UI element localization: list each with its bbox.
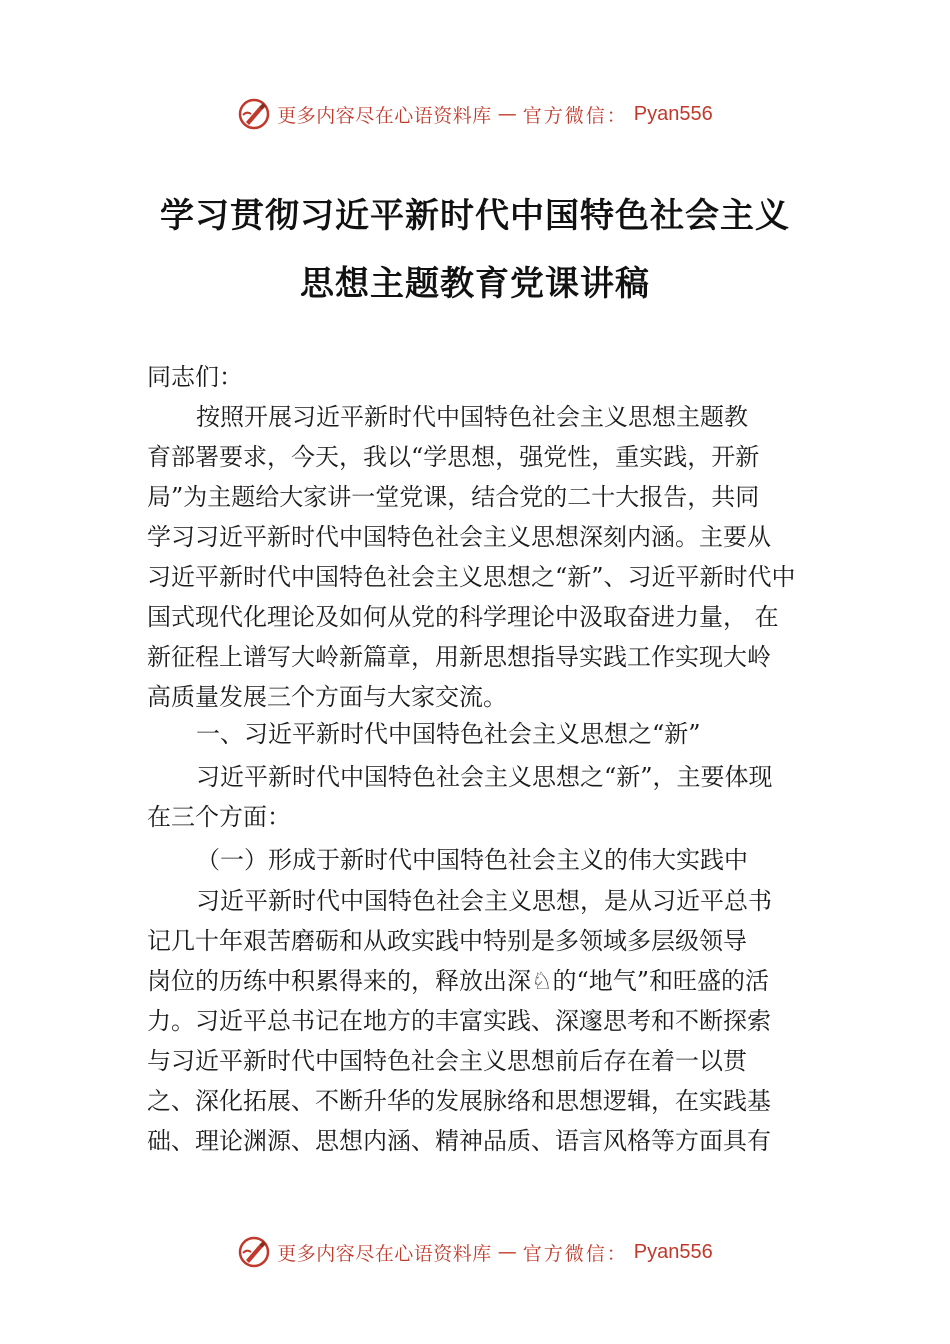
banner-brand: 更多内容尽在心语资料库 (277, 104, 492, 127)
banner-account: Pyan556 (633, 102, 713, 125)
section-heading-text: 一、习近平新时代中国特色社会主义思想之“新” (196, 720, 701, 748)
document-title-line1: 学习贯彻习近平新时代中国特色社会主义 (160, 196, 790, 236)
text-line: 记几十年艰苦磨砺和从政实践中特别是多领域多层级领导 (147, 927, 747, 955)
section1-paragraph (147, 757, 815, 837)
subsection1-heading (147, 840, 815, 880)
banner-wechat-label: 官方微信： (522, 1242, 628, 1265)
banner-wechat-label: 官方微信： (522, 104, 628, 127)
pen-logo-icon (237, 97, 271, 131)
salutation (147, 357, 815, 397)
text-line: 础、理论渊源、思想内涵、精神品质、语言风格等方面具有 (147, 1127, 771, 1155)
text-line: 习近平新时代中国特色社会主义思想，是从习近平总书 (196, 887, 772, 915)
banner-brand: 更多内容尽在心语资料库 (277, 1242, 492, 1265)
text-line: 在三个方面： (147, 803, 291, 831)
text-line: 局”为主题给大家讲一堂党课，结合党的二十大报告，共同 (147, 483, 760, 511)
document-title-line2: 思想主题教育党课讲稿 (300, 264, 650, 304)
pen-logo-icon (237, 1235, 271, 1269)
salutation-text: 同志们： (147, 363, 243, 391)
banner-separator: — (497, 1241, 517, 1263)
text-line: 之、深化拓展、不断升华的发展脉络和思想逻辑，在实践基 (147, 1087, 771, 1115)
banner-separator: — (497, 103, 517, 125)
intro-paragraph (147, 397, 815, 717)
footer-banner (0, 1232, 950, 1272)
text-line: 习近平新时代中国特色社会主义思想之“新”，主要体现 (196, 763, 773, 791)
text-line: 习近平新时代中国特色社会主义思想之“新”、习近平新时代中 (147, 563, 796, 591)
subsection1-paragraph (147, 881, 815, 1161)
text-line: 新征程上谱写大岭新篇章，用新思想指导实践工作实现大岭 (147, 643, 771, 671)
text-line: 育部署要求，今天，我以“学思想，强党性，重实践，开新 (147, 443, 760, 471)
text-line: 国式现代化理论及如何从党的科学理论中汲取奋进力量， 在 (147, 603, 779, 631)
text-line: 力。习近平总书记在地方的丰富实践、深邃思考和不断探索 (147, 1007, 771, 1035)
section1-heading (147, 714, 815, 754)
banner-account: Pyan556 (633, 1240, 713, 1263)
text-line: 按照开展习近平新时代中国特色社会主义思想主题教 (196, 403, 748, 431)
text-line: 学习习近平新时代中国特色社会主义思想深刻内涵。主要从 (147, 523, 771, 551)
header-banner (0, 94, 950, 134)
text-line: 岗位的历练中积累得来的，释放出深♘的“地气”和旺盛的活 (147, 967, 770, 995)
text-line: 高质量发展三个方面与大家交流。 (147, 683, 507, 711)
text-line: 与习近平新时代中国特色社会主义思想前后存在着一以贯 (147, 1047, 747, 1075)
subsection-heading-text: （一）形成于新时代中国特色社会主义的伟大实践中 (196, 846, 748, 874)
